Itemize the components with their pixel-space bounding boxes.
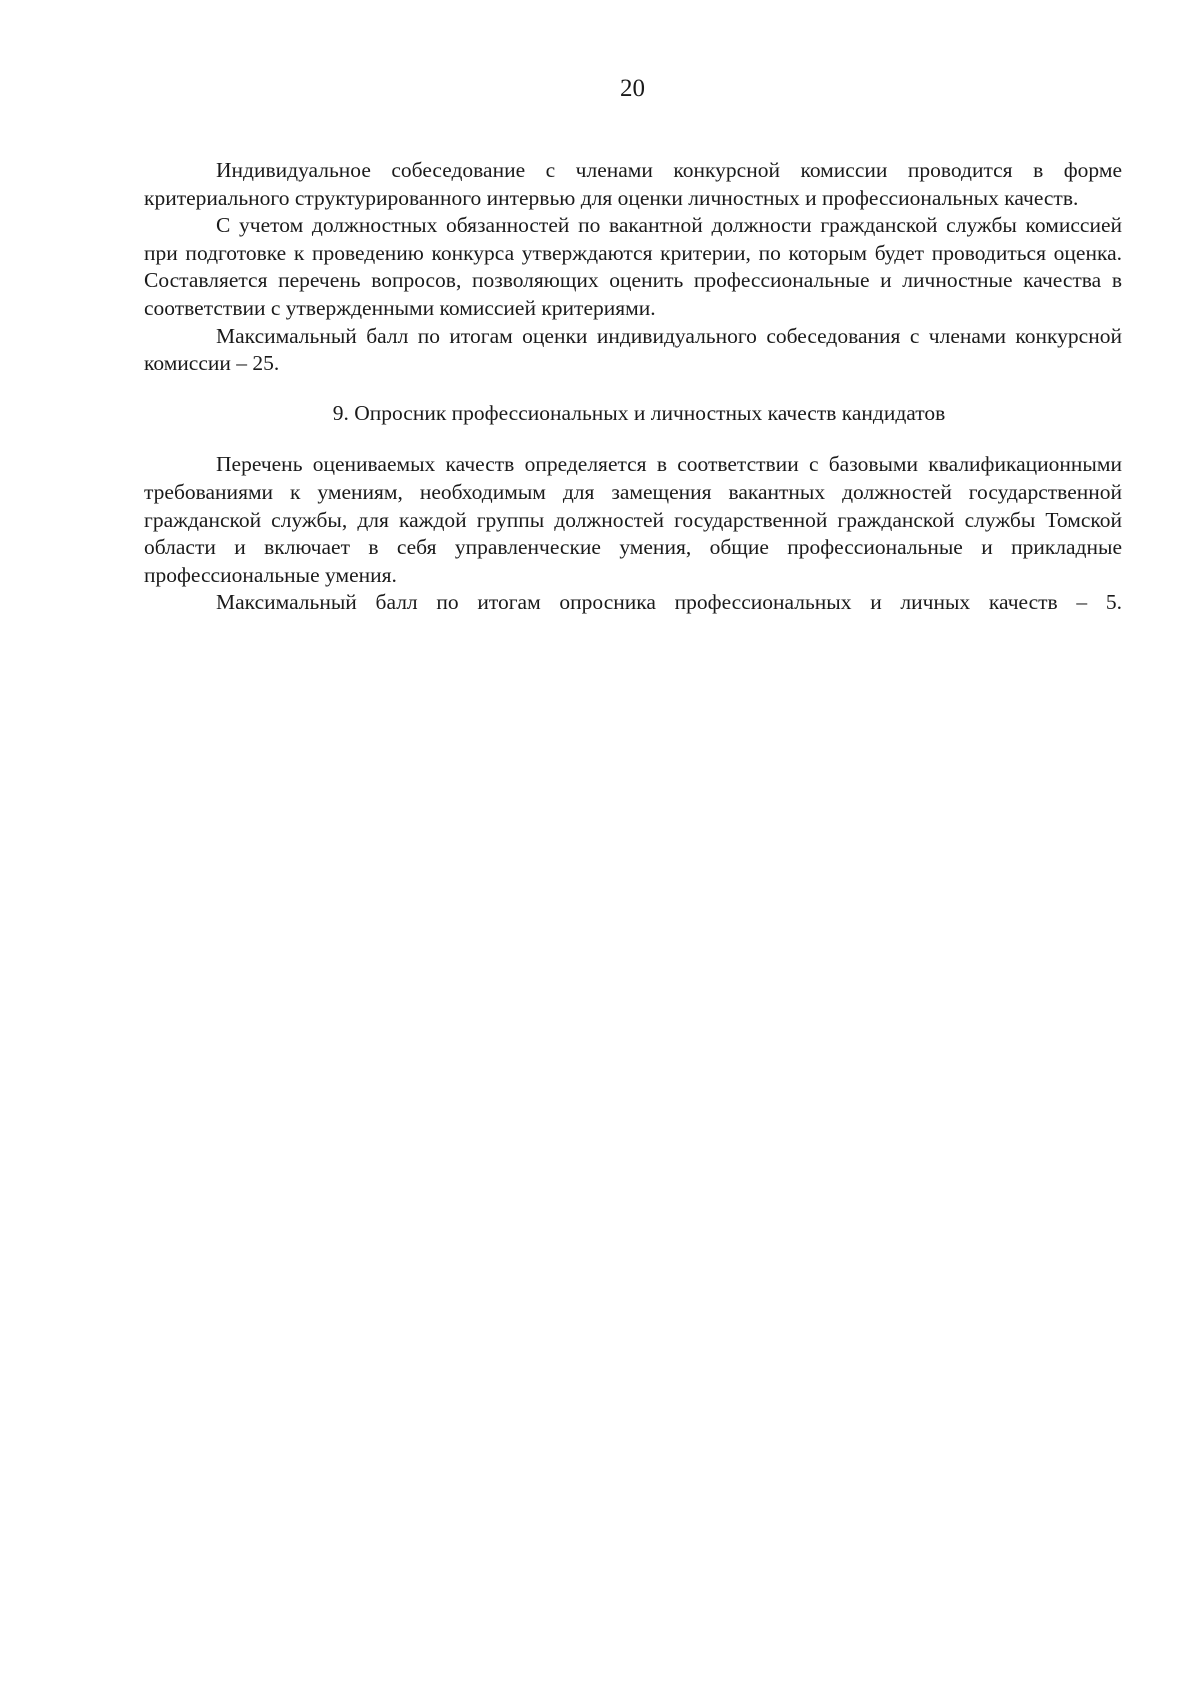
paragraph-questionnaire-max-score: Максимальный балл по итогам опросника профессиональных и личных качеств – 5. bbox=[216, 590, 1122, 615]
section-heading: 9. Опросник профессиональных и личностных качеств кандидатов bbox=[332, 400, 946, 425]
document-body bbox=[144, 157, 1122, 617]
paragraph-interview-criteria: С учетом должностных обязанностей по вакантной должности гражданской службы комиссией при подготовке к проведению конкурса утверждаются критерии, по которым будет проводиться оценка. Составляется перечень вопросов, позволяющих оценить профессиональные и личностные качества в соответствии с утвержденными комиссией критериями. bbox=[144, 213, 1122, 320]
paragraph-interview-max-score: Максимальный балл по итогам оценки индивидуального собеседования с членами конкурсной комиссии – 25. bbox=[144, 323, 1122, 376]
paragraph-interview-format: Индивидуальное собеседование с членами конкурсной комиссии проводится в форме критериального структурированного интервью для оценки личностных и профессиональных качеств. bbox=[144, 158, 1122, 210]
page-number: 20 bbox=[620, 75, 645, 102]
paragraph-qualities-list: Перечень оцениваемых качеств определяется в соответствии с базовыми квалификационными требованиями к умениям, необходимым для замещения вакантных должностей государственной гражданской службы, для каждой группы должностей государственной гражданской службы Томской области и включает в себя управленческие умения, общие профессиональные и прикладные профессиональные умения. bbox=[144, 452, 1122, 587]
